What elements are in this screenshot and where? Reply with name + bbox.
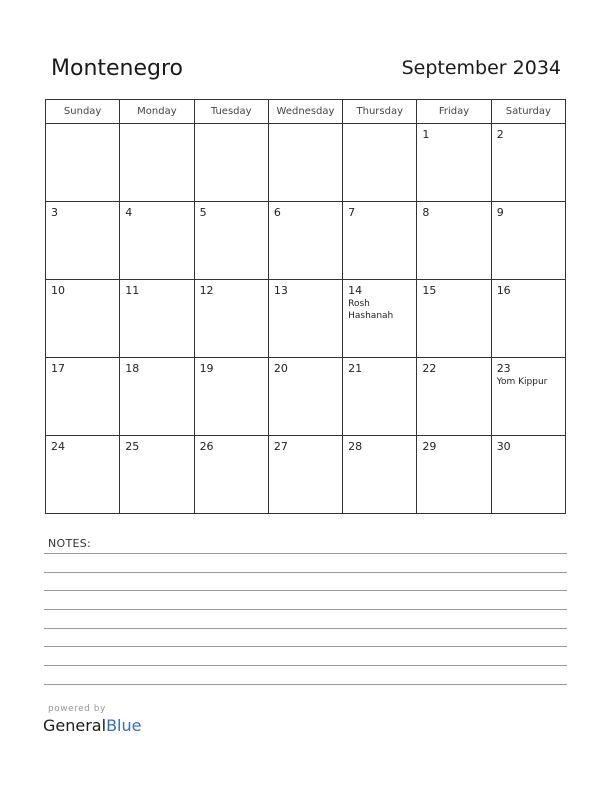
day-number: 23	[496, 362, 511, 375]
day-cell	[120, 358, 194, 436]
holiday-label: Yom Kippur	[496, 377, 548, 387]
day-cell	[491, 280, 565, 358]
week-row-4	[46, 358, 566, 436]
day-number: 1	[422, 128, 430, 141]
day-cell	[120, 280, 194, 358]
day-number: 4	[125, 206, 133, 219]
day-number: 25	[125, 440, 140, 453]
note-line	[44, 646, 567, 647]
note-line	[44, 684, 567, 685]
day-cell	[194, 436, 268, 514]
weekday-thursday: Thursday	[343, 100, 417, 124]
day-number: 21	[348, 362, 363, 375]
day-number: 7	[348, 206, 356, 219]
day-cell	[194, 202, 268, 280]
weekday-friday: Friday	[417, 100, 491, 124]
day-cell	[417, 358, 491, 436]
weekday-tuesday: Tuesday	[194, 100, 268, 124]
day-cell	[46, 358, 120, 436]
week-row-2	[46, 202, 566, 280]
day-cell	[120, 436, 194, 514]
day-number: 30	[496, 440, 511, 453]
weekday-sunday: Sunday	[46, 100, 120, 124]
day-cell	[491, 436, 565, 514]
day-cell	[491, 358, 565, 436]
day-cell	[46, 280, 120, 358]
calendar-grid	[45, 99, 566, 514]
note-line	[44, 553, 567, 554]
brand-logo	[43, 716, 141, 735]
weekday-saturday: Saturday	[491, 100, 565, 124]
day-number: 6	[273, 206, 281, 219]
day-cell	[417, 124, 491, 202]
note-line	[44, 628, 567, 629]
note-line	[44, 665, 567, 666]
day-number: 14	[348, 284, 363, 297]
day-cell	[343, 124, 417, 202]
weekday-wednesday: Wednesday	[268, 100, 342, 124]
day-cell	[417, 280, 491, 358]
holiday-label: Rosh Hashanah	[348, 299, 394, 321]
day-number: 3	[51, 206, 58, 219]
day-cell	[491, 202, 565, 280]
day-cell	[46, 124, 120, 202]
day-number: 16	[496, 284, 511, 297]
day-number: 12	[199, 284, 214, 297]
day-number: 22	[422, 362, 437, 375]
day-cell	[417, 436, 491, 514]
day-cell	[194, 358, 268, 436]
day-number: 26	[199, 440, 214, 453]
day-number: 10	[51, 284, 65, 297]
month-title: September 2034	[401, 57, 561, 79]
brand-general: General	[43, 716, 107, 735]
weekday-monday: Monday	[120, 100, 194, 124]
note-line	[44, 572, 567, 573]
note-line	[44, 590, 567, 591]
day-cell	[194, 280, 268, 358]
week-row-5	[46, 436, 566, 514]
day-number: 18	[125, 362, 140, 375]
week-row-1	[46, 124, 566, 202]
day-cell	[417, 202, 491, 280]
notes-label: NOTES:	[48, 537, 92, 550]
day-cell	[268, 436, 342, 514]
day-number: 5	[199, 206, 207, 219]
day-cell	[343, 202, 417, 280]
day-number: 9	[496, 206, 504, 219]
day-cell	[120, 124, 194, 202]
day-cell	[46, 436, 120, 514]
day-cell	[268, 358, 342, 436]
day-number: 15	[422, 284, 437, 297]
day-number: 27	[273, 440, 288, 453]
day-cell	[268, 280, 342, 358]
day-number: 24	[51, 440, 65, 453]
day-cell	[491, 124, 565, 202]
day-cell	[120, 202, 194, 280]
brand-blue: Blue	[106, 716, 142, 735]
day-cell	[343, 436, 417, 514]
day-cell	[343, 358, 417, 436]
day-cell	[268, 124, 342, 202]
day-number: 13	[273, 284, 288, 297]
day-cell	[46, 202, 120, 280]
week-row-3	[46, 280, 566, 358]
day-cell	[194, 124, 268, 202]
day-number: 20	[273, 362, 288, 375]
powered-by-text: powered by	[48, 704, 106, 714]
weekday-header-row	[46, 100, 566, 124]
day-number: 2	[496, 128, 504, 141]
day-number: 11	[125, 284, 140, 297]
day-number: 29	[422, 440, 437, 453]
day-number: 17	[51, 362, 65, 375]
day-cell	[268, 202, 342, 280]
day-number: 8	[422, 206, 430, 219]
note-line	[44, 609, 567, 610]
country-title: Montenegro	[51, 56, 184, 81]
day-number: 19	[199, 362, 214, 375]
day-number: 28	[348, 440, 363, 453]
day-cell	[343, 280, 417, 358]
